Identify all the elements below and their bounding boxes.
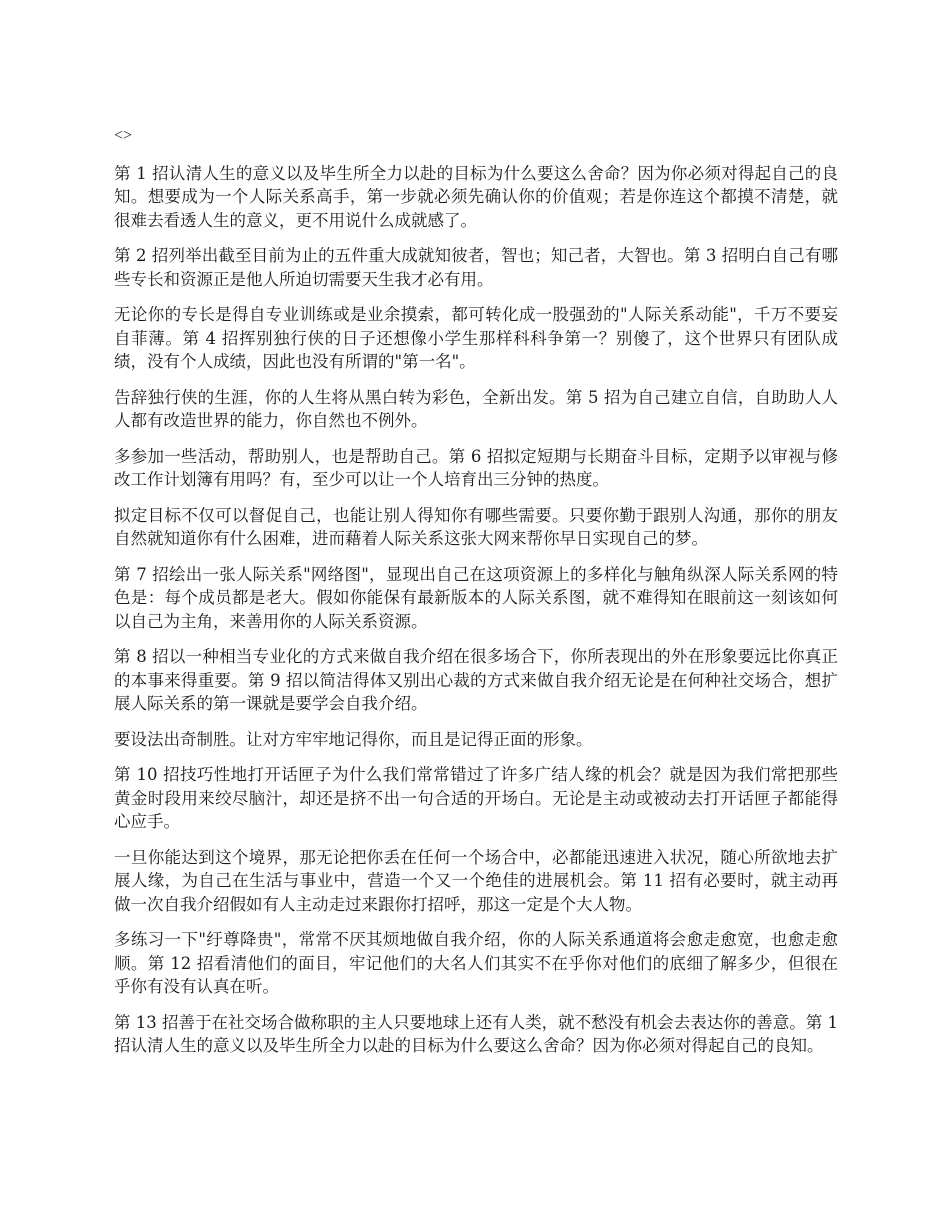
paragraph-7: 第 7 招绘出一张人际关系"网络图"，显现出自己在这项资源上的多样化与触角纵深人际关系网的特色是：每个成员都是老大。假如你能保有最新版本的人际关系图，就不难得知在眼前这一刻该如何以自己为主角，来善用你的人际关系资源。 [114,564,838,631]
paragraph-1: 第 1 招认清人生的意义以及毕生所全力以赴的目标为什么要这么舍命？因为你必须对得起自己的良知。想要成为一个人际关系高手，第一步就必须先确认你的价值观；若是你连这个都摸不清楚，就很难去看透人生的意义，更不用说什么成就感了。 [114,163,838,230]
paragraph-10: 第 10 招技巧性地打开话匣子为什么我们常常错过了许多广结人缘的机会？就是因为我们常把那些黄金时段用来绞尽脑汁，却还是挤不出一句合适的开场白。无论是主动或被动去打开话匣子都能得心应手。 [114,765,838,831]
paragraph-6: 拟定目标不仅可以督促自己，也能让别人得知你有哪些需要。只要你勤于跟别人沟通，那你的朋友自然就知道你有什么困难，进而藉着人际关系这张大网来帮你早日实现自己的梦。 [114,505,838,548]
paragraph-11: 一旦你能达到这个境界，那无论把你丢在任何一个场合中，必都能迅速进入状况，随心所欲地去扩展人缘，为自己在生活与事业中，营造一个又一个绝佳的进展机会。第 11 招有必要时，就主动再做一次自我介绍假如有人主动走过来跟你打招呼，那这一定是个大人物。 [114,847,838,914]
paragraph-12: 多练习一下"纡尊降贵"，常常不厌其烦地做自我介绍，你的人际关系通道将会愈走愈宽，也愈走愈顺。第 12 招看清他们的面目，牢记他们的大名人们其实不在乎你对他们的底细了解多少，但很在乎你有没有认真在听。 [114,930,838,996]
page-marker: <> [114,127,133,144]
paragraph-3: 无论你的专长是得自专业训练或是业余摸索，都可转化成一股强劲的"人际关系动能"，千万不要妄自菲薄。第 4 招挥别独行侠的日子还想像小学生那样科科争第一？别傻了，这个世界只有团队成绩，没有个人成绩，因此也没有所谓的"第一名"。 [114,305,838,371]
paragraph-9: 要设法出奇制胜。让对方牢牢地记得你，而且是记得正面的形象。 [114,729,593,749]
paragraph-13: 第 13 招善于在社交场合做称职的主人只要地球上还有人类，就不愁没有机会去表达你的善意。第 1 招认清人生的意义以及毕生所全力以赴的目标为什么要这么舍命？因为你必须对得起自己的良知。 [114,1012,838,1055]
paragraph-8: 第 8 招以一种相当专业化的方式来做自我介绍在很多场合下，你所表现出的外在形象要远比你真正的本事来得重要。第 9 招以简洁得体又别出心裁的方式来做自我介绍无论是在何种社交场合，想扩展人际关系的第一课就是要学会自我介绍。 [114,647,838,713]
paragraph-2: 第 2 招列举出截至目前为止的五件重大成就知彼者，智也；知己者，大智也。第 3 招明白自己有哪些专长和资源正是他人所迫切需要天生我才必有用。 [114,246,838,289]
paragraph-4: 告辞独行侠的生涯，你的人生将从黑白转为彩色，全新出发。第 5 招为自己建立自信，自助助人人人都有改造世界的能力，你自然也不例外。 [114,387,838,430]
paragraph-5: 多参加一些活动，帮助别人，也是帮助自己。第 6 招拟定短期与长期奋斗目标，定期予以审视与修改工作计划簿有用吗？有，至少可以让一个人培育出三分钟的热度。 [114,446,838,489]
document-body [114,124,838,1070]
